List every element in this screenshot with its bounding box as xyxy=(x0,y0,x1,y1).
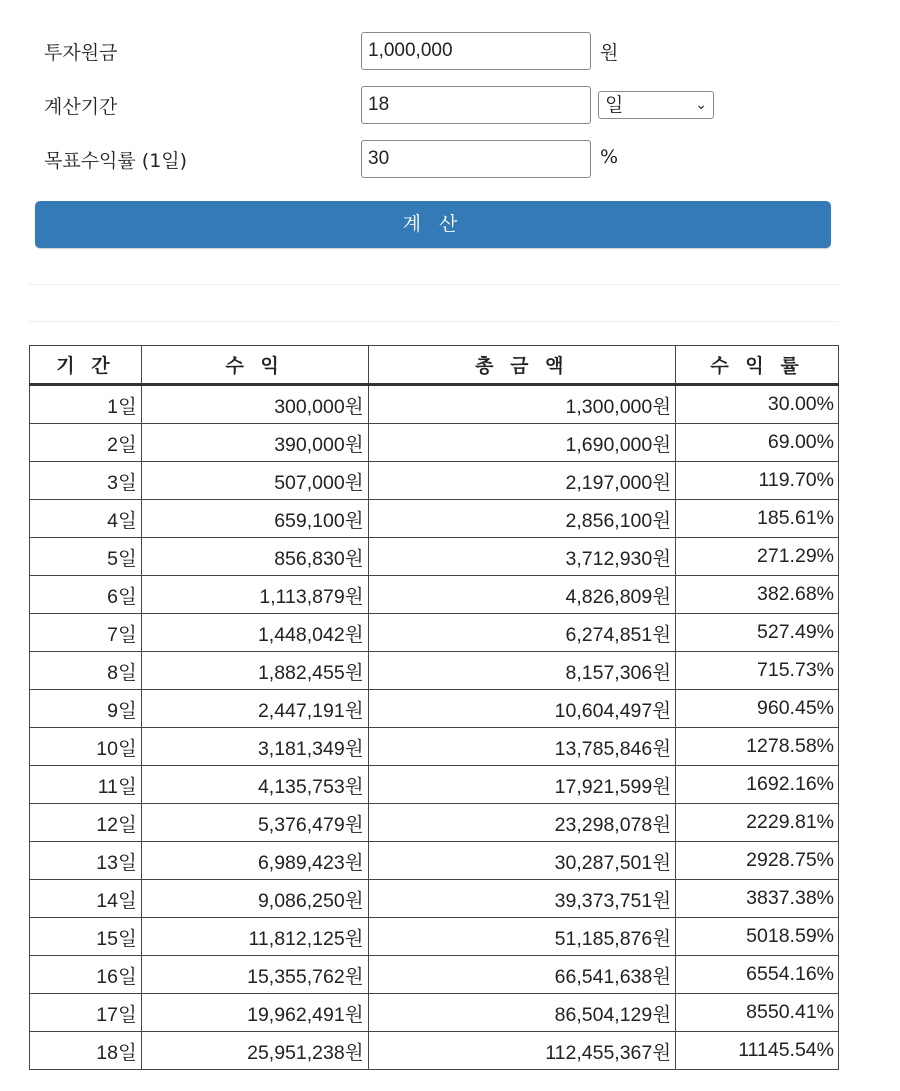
header-period: 기 간 xyxy=(30,346,142,385)
principal-unit: 원 xyxy=(600,42,619,64)
cell-period: 8일 xyxy=(30,652,142,690)
cell-profit: 507,000원 xyxy=(141,462,368,500)
table-row xyxy=(30,385,839,424)
cell-period: 2일 xyxy=(30,424,142,462)
cell-period: 15일 xyxy=(30,918,142,956)
divider xyxy=(29,321,839,322)
cell-rate: 3837.38% xyxy=(676,880,839,918)
header-rate: 수 익 률 xyxy=(676,346,839,385)
table-row xyxy=(30,652,839,690)
cell-profit: 856,830원 xyxy=(141,538,368,576)
cell-rate: 382.68% xyxy=(676,576,839,614)
cell-total: 6,274,851원 xyxy=(368,614,676,652)
cell-profit: 5,376,479원 xyxy=(141,804,368,842)
results-table xyxy=(29,345,839,1070)
cell-rate: 2229.81% xyxy=(676,804,839,842)
cell-total: 4,826,809원 xyxy=(368,576,676,614)
cell-total: 86,504,129원 xyxy=(368,994,676,1032)
table-row xyxy=(30,994,839,1032)
cell-total: 51,185,876원 xyxy=(368,918,676,956)
table-header-row xyxy=(30,346,839,385)
cell-profit: 11,812,125원 xyxy=(141,918,368,956)
period-unit-select[interactable] xyxy=(598,91,714,119)
cell-total: 30,287,501원 xyxy=(368,842,676,880)
cell-profit: 4,135,753원 xyxy=(141,766,368,804)
cell-rate: 1692.16% xyxy=(676,766,839,804)
period-label: 계산기간 xyxy=(44,96,118,118)
cell-period: 16일 xyxy=(30,956,142,994)
table-row xyxy=(30,1032,839,1070)
cell-total: 66,541,638원 xyxy=(368,956,676,994)
cell-total: 2,856,100원 xyxy=(368,500,676,538)
cell-total: 1,690,000원 xyxy=(368,424,676,462)
cell-period: 9일 xyxy=(30,690,142,728)
cell-period: 3일 xyxy=(30,462,142,500)
divider xyxy=(29,284,839,285)
table-row xyxy=(30,766,839,804)
cell-period: 10일 xyxy=(30,728,142,766)
cell-total: 23,298,078원 xyxy=(368,804,676,842)
cell-profit: 3,181,349원 xyxy=(141,728,368,766)
cell-rate: 185.61% xyxy=(676,500,839,538)
cell-profit: 2,447,191원 xyxy=(141,690,368,728)
cell-profit: 6,989,423원 xyxy=(141,842,368,880)
cell-profit: 1,882,455원 xyxy=(141,652,368,690)
rate-unit: % xyxy=(600,146,619,168)
cell-rate: 6554.16% xyxy=(676,956,839,994)
table-row xyxy=(30,728,839,766)
cell-total: 39,373,751원 xyxy=(368,880,676,918)
cell-rate: 8550.41% xyxy=(676,994,839,1032)
chevron-down-icon: ⌄ xyxy=(695,97,707,113)
cell-rate: 11145.54% xyxy=(676,1032,839,1070)
cell-total: 112,455,367원 xyxy=(368,1032,676,1070)
cell-period: 14일 xyxy=(30,880,142,918)
cell-period: 1일 xyxy=(30,385,142,424)
calculate-button[interactable]: 계 산 xyxy=(35,201,831,248)
table-row xyxy=(30,462,839,500)
cell-total: 13,785,846원 xyxy=(368,728,676,766)
rate-label: 목표수익률 (1일) xyxy=(44,150,188,172)
table-row xyxy=(30,614,839,652)
cell-profit: 15,355,762원 xyxy=(141,956,368,994)
cell-rate: 715.73% xyxy=(676,652,839,690)
cell-period: 6일 xyxy=(30,576,142,614)
cell-period: 4일 xyxy=(30,500,142,538)
table-row xyxy=(30,918,839,956)
table-row xyxy=(30,880,839,918)
cell-rate: 271.29% xyxy=(676,538,839,576)
cell-total: 10,604,497원 xyxy=(368,690,676,728)
cell-total: 1,300,000원 xyxy=(368,385,676,424)
cell-total: 3,712,930원 xyxy=(368,538,676,576)
table-row xyxy=(30,842,839,880)
cell-rate: 527.49% xyxy=(676,614,839,652)
cell-rate: 2928.75% xyxy=(676,842,839,880)
cell-period: 12일 xyxy=(30,804,142,842)
cell-rate: 119.70% xyxy=(676,462,839,500)
cell-period: 18일 xyxy=(30,1032,142,1070)
header-total: 총 금 액 xyxy=(368,346,676,385)
cell-profit: 9,086,250원 xyxy=(141,880,368,918)
cell-period: 11일 xyxy=(30,766,142,804)
rate-input[interactable]: 30 xyxy=(361,140,591,178)
cell-rate: 30.00% xyxy=(676,385,839,424)
cell-profit: 659,100원 xyxy=(141,500,368,538)
cell-profit: 19,962,491원 xyxy=(141,994,368,1032)
principal-label: 투자원금 xyxy=(44,42,118,64)
cell-total: 17,921,599원 xyxy=(368,766,676,804)
cell-period: 7일 xyxy=(30,614,142,652)
period-unit-value: 일 xyxy=(605,94,624,116)
table-row xyxy=(30,956,839,994)
table-row xyxy=(30,690,839,728)
principal-input[interactable]: 1,000,000 xyxy=(361,32,591,70)
cell-total: 2,197,000원 xyxy=(368,462,676,500)
cell-period: 5일 xyxy=(30,538,142,576)
cell-profit: 300,000원 xyxy=(141,385,368,424)
cell-rate: 960.45% xyxy=(676,690,839,728)
period-input[interactable]: 18 xyxy=(361,86,591,124)
cell-period: 17일 xyxy=(30,994,142,1032)
table-row xyxy=(30,424,839,462)
cell-rate: 1278.58% xyxy=(676,728,839,766)
cell-profit: 1,113,879원 xyxy=(141,576,368,614)
table-row xyxy=(30,576,839,614)
cell-period: 13일 xyxy=(30,842,142,880)
cell-profit: 390,000원 xyxy=(141,424,368,462)
cell-rate: 69.00% xyxy=(676,424,839,462)
header-profit: 수 익 xyxy=(141,346,368,385)
cell-profit: 1,448,042원 xyxy=(141,614,368,652)
table-row xyxy=(30,500,839,538)
cell-total: 8,157,306원 xyxy=(368,652,676,690)
table-row xyxy=(30,804,839,842)
table-row xyxy=(30,538,839,576)
cell-rate: 5018.59% xyxy=(676,918,839,956)
cell-profit: 25,951,238원 xyxy=(141,1032,368,1070)
